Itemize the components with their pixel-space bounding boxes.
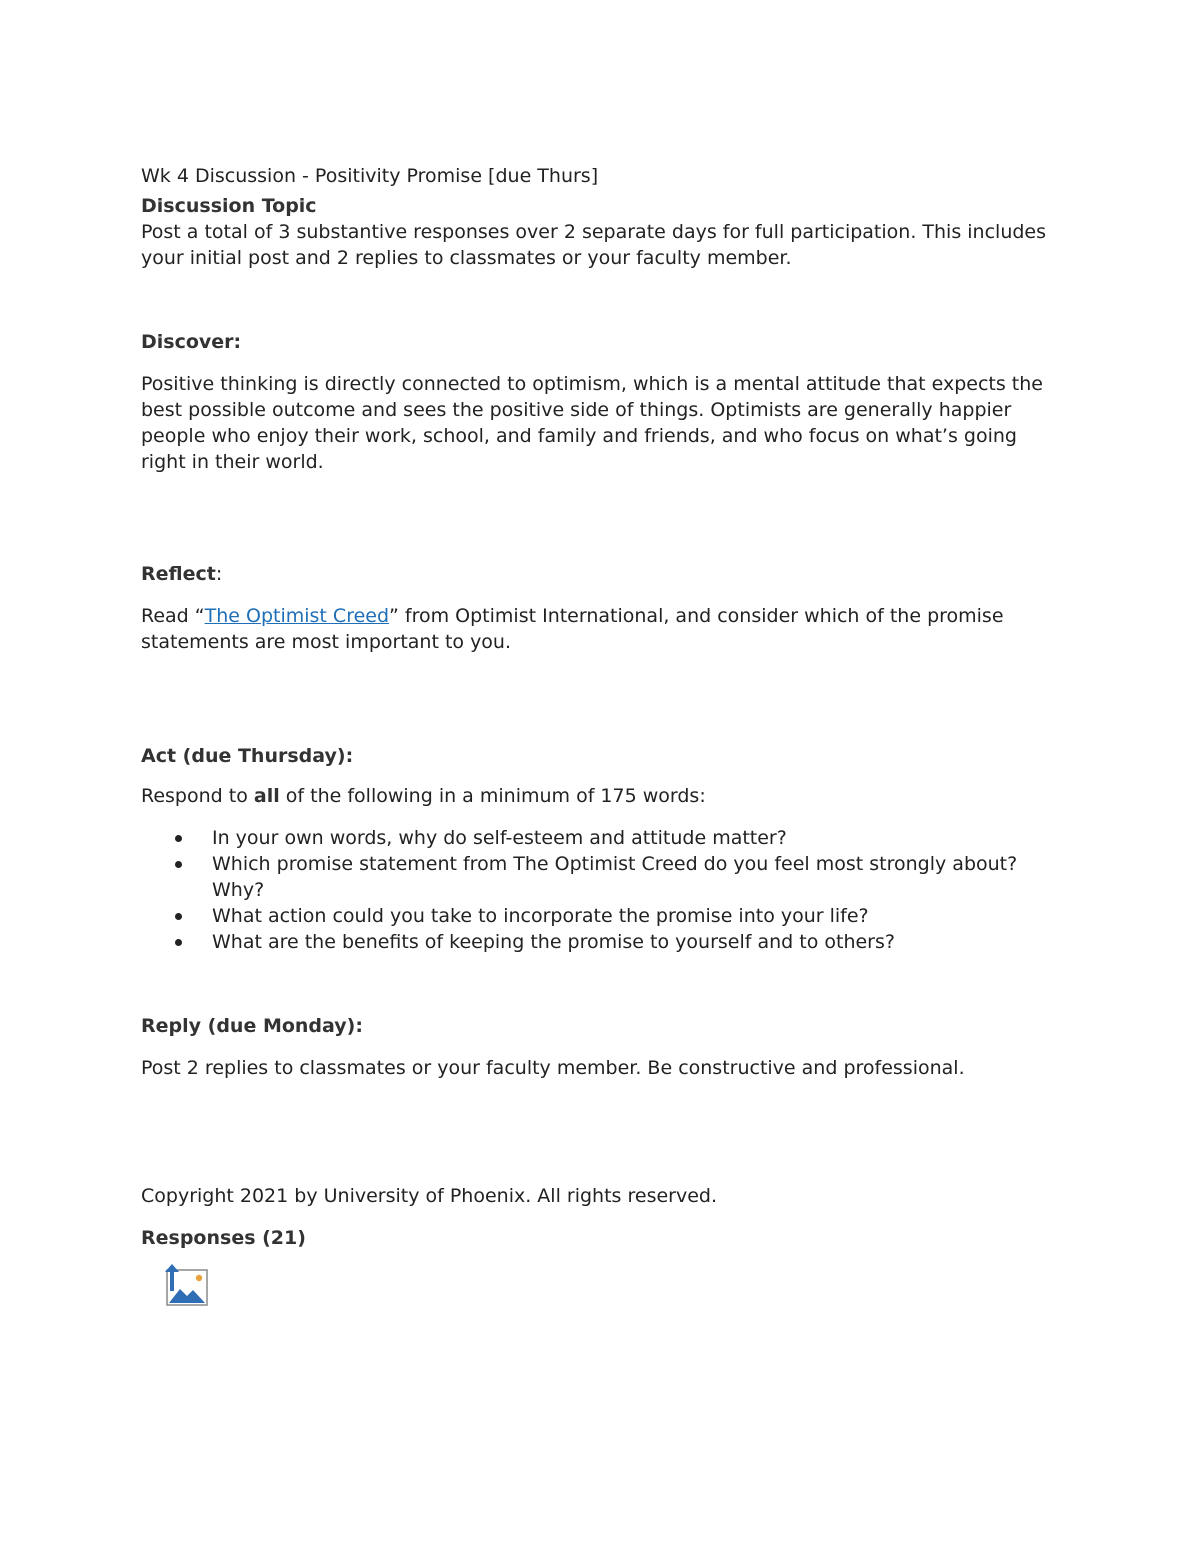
responses-heading: Responses (21) [141, 1227, 306, 1249]
discover-text: Positive thinking is directly connected to optimism, which is a mental attitude that expects the best possible outcome and sees the positive side of things. Optimists are generally happier people who enjoy their work, school, and family and friends, and who focus on what’s going right in their world. [141, 373, 1043, 473]
discussion-topic-text: Post a total of 3 substantive responses over 2 separate days for full participation. This includes your initial post and 2 replies to classmates or your faculty member. [141, 221, 1047, 269]
act-intro-suffix: of the following in a minimum of 175 words: [279, 785, 706, 807]
list-item: What action could you take to incorporate the promise into your life? [141, 903, 1061, 929]
page-title: Wk 4 Discussion - Positivity Promise [due Thurs] [141, 165, 599, 187]
document-body [141, 163, 1061, 1251]
bullet-dot [175, 939, 182, 946]
reply-text: Post 2 replies to classmates or your faculty member. Be constructive and professional. [141, 1057, 965, 1079]
reflect-text [141, 603, 1061, 655]
discover-heading: Discover: [141, 331, 242, 353]
reflect-heading: Reflect [141, 563, 216, 585]
bullet-dot [175, 835, 182, 842]
act-bullet-list [141, 825, 1061, 955]
image-upload-icon-svg [160, 1261, 210, 1309]
reflect-prefix: Read “ [141, 605, 205, 627]
reflect-heading-line [141, 561, 1061, 587]
list-item: Which promise statement from The Optimist Creed do you feel most strongly about? Why? [141, 851, 1061, 903]
bullet-dot [175, 913, 182, 920]
act-heading: Act (due Thursday): [141, 745, 354, 767]
list-item: In your own words, why do self-esteem and attitude matter? [141, 825, 1061, 851]
discussion-topic-heading: Discussion Topic [141, 195, 317, 217]
reflect-colon: : [215, 563, 223, 585]
act-intro [141, 783, 1061, 809]
image-upload-icon[interactable] [160, 1261, 210, 1309]
copyright-text: Copyright 2021 by University of Phoenix. All rights reserved. [141, 1185, 718, 1207]
bullet-dot [175, 861, 182, 868]
act-intro-prefix: Respond to [141, 785, 254, 807]
list-item: What are the benefits of keeping the promise to yourself and to others? [141, 929, 1061, 955]
reflect-suffix: ” from Optimist International, and consider which of the promise statements are most important to you. [141, 605, 1004, 653]
act-intro-bold: all [253, 785, 280, 807]
reply-heading: Reply (due Monday): [141, 1015, 363, 1037]
optimist-creed-link[interactable]: The Optimist Creed [204, 605, 390, 627]
